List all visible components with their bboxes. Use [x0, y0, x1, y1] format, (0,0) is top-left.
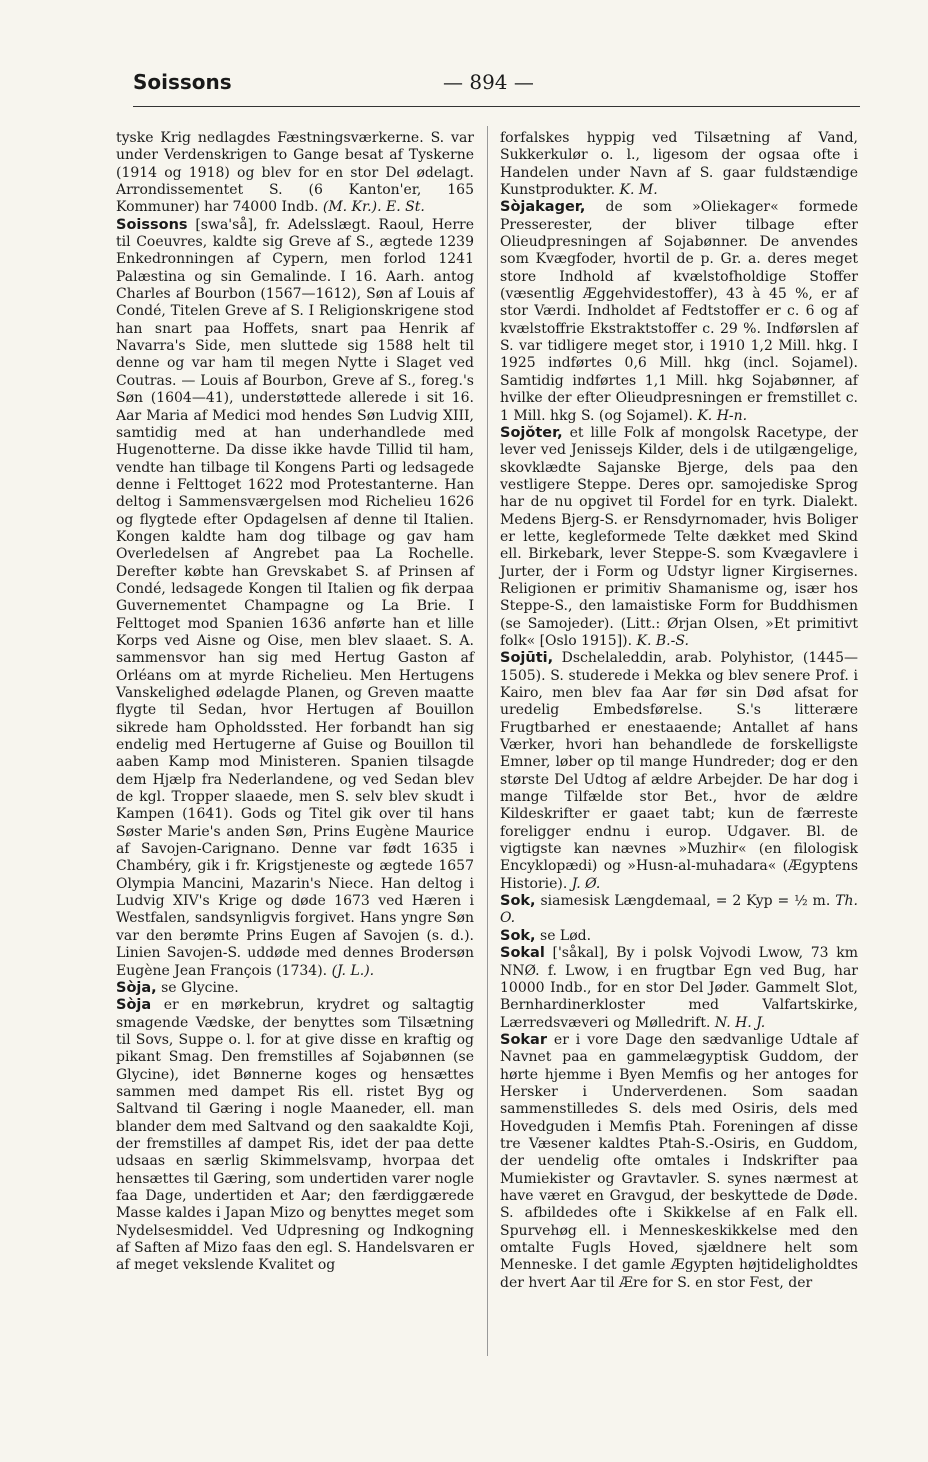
entry — [500, 650, 858, 893]
entry-text: Dschelaleddin, arab. Polyhistor, (1445—1505). S. studerede i Mekka og blev senere Prof. i Kairo, men blev faa Aar før sin Død afsat for uredelig Embedsførelse. S.'s litterære Frugtbarhed er enestaaende; Antallet af hans Værker, hvori han behandlede de forskelligste Emner, løber op til mange Hundreder; dog er den største Del Udtog af ældre Arbejder. De har dog i mange Tilfælde stor Bet., hvor de ældre Kildeskrifter er gaaet tabt; kun de færreste foreligger endnu i europ. Udgaver. Bl. de vigtigste kan nævnes »Muzhir« (en filologisk Encyklopædi) og »Husn-al-muhadara« (Ægyptens Historie). — [500, 650, 858, 892]
entry-text: er en mørkebrun, krydret og saltagtig smagende Vædske, der benyttes som Tilsætning til Sovs, Suppe o. l. for at give disse en kraftig og pikant Smag. Den fremstilles af Sojabønnen (se Glycine), idet Bønnerne koges og hensættes sammen med dampet Ris ell. ristet Byg og Saltvand til Gæring i nogle Maaneder, ell. man blander dem med Saltvand og den saakaldte Koji, der fremstilles af dampet Ris, idet der paa dette udsaas en særlig Skimmelsvamp, hvorpaa det hensættes til Gæring, som undertiden varer nogle faa Dage, undertiden et Aar; den færdiggærede Masse kaldes i Japan Mizo og benyttes meget som Nydelsesmiddel. Ved Udpresning og Indkogning af Saften af Mizo faas den egl. S. Handelsvaren er af meget vekslende Kvalitet og — [116, 997, 474, 1274]
entry — [116, 217, 474, 980]
entry — [500, 945, 858, 1032]
entry-signature: N. H. J. — [714, 1014, 766, 1031]
entry-text: se Lød. — [535, 927, 592, 944]
entry — [500, 130, 858, 199]
entry — [500, 928, 858, 945]
page-header — [133, 70, 860, 106]
column-divider — [487, 126, 488, 1356]
entry-text: siamesisk Længdemaal, = 2 Kyp = ½ m. — [535, 893, 831, 910]
running-head: Soissons — [133, 70, 232, 94]
entry-term: Sojūti, — [500, 650, 554, 667]
right-column — [500, 130, 858, 1292]
entry-text: de som »Oliekager« formede Presserester, der bliver tilbage efter Olieudpresningen af Sojabønner. De anvendes som Kvægfoder, hvortil de p. Gr. a. deres meget store Indhold af kvælstofholdige Stoffer (væsentlig Æggehvidestoffer), 43 à 45 %, er af stor Værdi. Indholdet af Fedtstoffer er c. 6 og af kvælstoffrie Ekstraktstoffer c. 29 %. Indførslen af S. var tidligere meget stor, i 1910 1,2 Mill. hkg. I 1925 indførtes 0,6 Mill. hkg (incl. Sojamel). Samtidig indførtes 1,1 Mill. hkg Sojabønner, af hvilke der efter Olieudpresningen er fremstillet c. 1 Mill. hkg S. (og Sojamel). — [500, 199, 858, 424]
entry-signature: J. Ø. — [571, 875, 601, 892]
entry-term: Sojŏter, — [500, 424, 563, 441]
entry-term: Sòja, — [116, 979, 157, 996]
entry — [500, 1032, 858, 1292]
entry-signature: (M. Kr.). E. St. — [322, 199, 425, 216]
entry — [500, 425, 858, 650]
entry-term: Sok, — [500, 927, 536, 944]
entry-signature: K. H-n. — [697, 407, 748, 424]
entry-text: [swa'så], fr. Adelsslægt. Raoul, Herre til Coeuvres, kaldte sig Greve af S., ægtede 1239 Enkedronningen af Cypern, men forlod 1241 Palæstina og sin Gemalinde. I 16. Aarh. antog Charles af Bourbon (1567—1612), Søn af Louis af Condé, Titelen Greve af S. I Religionskrigene stod han snart paa Hoffets, snart paa Henrik af Navarra's Side, men sluttede sig 1588 helt til denne og var ham til megen Nytte i Slaget ved Coutras. — Louis af Bourbon, Greve af S., foreg.'s Søn (1604—41), understøttede allerede i sit 16. Aar Maria af Medici mod hendes Søn Ludvig XIII, samtidig med at han underhandlede med Hugenotterne. Da disse ikke havde Tillid til ham, vendte han tilbage til Kongens Parti og ledsagede denne i Felttoget 1622 mod Protestanterne. Han deltog i Sammensværgelsen mod Richelieu 1626 og flygtede efter Opdagelsen af denne til Italien. Kongen kaldte ham dog tilbage og gav ham Overledelsen af Angrebet paa La Rochelle. Derefter købte han Grevskabet S. af Prinsen af Condé, ledsagede Kongen til Italien og fik derpaa Guvernementet Champagne og La Brie. I Felttoget mod Spanien 1636 anførte han et lille Korps ved Aisne og Oise, men blev slaaet. S. A. sammensvor han sig med Hertug Gaston af Orléans om at myrde Richelieu. Men Hertugens Vanskelighed ødelagde Planen, og Greven maatte flygte til Sedan, hvor Hertugen af Bouillon sikrede ham Opholdssted. Her forbandt han sig endelig med Hertugerne af Guise og Bouillon til aaben Kamp mod Ministeren. Spanien tilsagde dem Hjælp fra Nederlandene, og ved Sedan blev de kgl. Tropper slaaede, men S. selv blev skudt i Kampen (1641). Gods og Titel gik over til hans Søster Marie's anden Søn, Prins Eugène Maurice af Savojen-Carignano. Denne var født 1635 i Chambéry, gik i fr. Krigstjeneste og ægtede 1657 Olympia Mancini, Mazarin's Niece. Han deltog i Ludvig XIV's Krige og døde 1673 ved Hæren i Westfalen, sandsynligvis forgivet. Hans yngre Søn var den berømte Prins Eugen af Savojen (s. d.). Linien Savojen-S. uddøde med dennes Brodersøn Eugène Jean François (1734). — [116, 216, 474, 979]
header-rule — [133, 106, 860, 107]
entry-text: ['såkal], By i polsk Vojvodi Lwow, 73 km NNØ. f. Lwow, i en frugtbar Egn ved Bug, har 10000 Indb., for en stor Del Jøder. Gammelt Slot, Bernhardinerkloster med Valfartskirke, Lærredsvæveri og Mølledrift. — [500, 945, 858, 1031]
entry-signature: (J. L.). — [331, 962, 375, 979]
entry-text: forfalskes hyppig ved Tilsætning af Vand, Sukkerkulør o. l., ligesom der ogsaa ofte i Handelen under Navn af S. gaar fuldstændige Kunstprodukter. — [500, 130, 858, 199]
page-number: — 894 — — [443, 70, 534, 94]
entry — [116, 130, 474, 217]
entry — [500, 893, 858, 928]
entry-term: Sok, — [500, 893, 536, 910]
entry-text: er i vore Dage den sædvanlige Udtale af Navnet paa en gammelægyptisk Guddom, der hørte hjemme i Byen Memfis og her antoges for Hersker i Underverdenen. Som saadan sammenstilledes S. dels med Osiris, dels med Hovedguden i Memfis Ptah. Foreningen af disse tre Væsener kaldtes Ptah-S.-Osiris, en Guddom, der uendelig ofte omtales i Indskrifter paa Mumiekister og Gravtavler. S. synes nærmest at have været en Gravgud, der beskyttede de Døde. S. afbildedes ofte i Skikkelse af en Falk ell. Spurvehøg ell. i Menneskeskikkelse med den omtalte Fugls Hoved, sjældnere helt som Menneske. I det gamle Ægypten højtideligholdtes der hvert Aar til Ære for S. en stor Fest, der — [500, 1031, 858, 1291]
entry — [500, 199, 858, 424]
entry — [116, 980, 474, 997]
entry-text: et lille Folk af mongolsk Racetype, der lever ved Jenissejs Kilder, dels i de utilgængelige, skovklædte Sajanske Bjerge, dels paa den vestligere Steppe. Deres opr. samojediske Sprog har de nu opgivet til Fordel for en tyrk. Dialekt. Medens Bjerg-S. er Rensdyrnomader, hvis Boliger er lette, kegleformede Telte dækket med Skind ell. Birkebark, lever Steppe-S. som Kvægavlere i Jurter, der i Form og Udstyr ligner Kirgisernes. Religionen er primitiv Shamanisme og, især hos Steppe-S., den lamaistiske Form for Buddhismen (se Samojeder). (Litt.: Ørjan Olsen, »Et primitivt folk« [Oslo 1915]). — [500, 424, 858, 649]
left-column — [116, 130, 474, 1275]
entry-term: Soissons — [116, 216, 188, 233]
entry-signature: K. B.-S. — [636, 632, 689, 649]
entry-term: Sokar — [500, 1031, 547, 1048]
entry-text: se Glycine. — [156, 979, 239, 996]
entry-signature: K. M. — [619, 182, 658, 199]
entry-signature: Th. O. — [500, 893, 858, 927]
entry-term: Sòja — [116, 997, 152, 1014]
entry-term: Sòjakager, — [500, 199, 586, 216]
entry-term: Sokal — [500, 945, 545, 962]
entry-text: tyske Krig nedlagdes Fæstningsværkerne. S. var under Verdenskrigen to Gange besat af Tyskerne (1914 og 1918) og blev for en stor Del ødelagt. Arrondissementet S. (6 Kanton'er, 165 Kommuner) har 74000 Indb. — [116, 130, 474, 216]
entry — [116, 997, 474, 1275]
